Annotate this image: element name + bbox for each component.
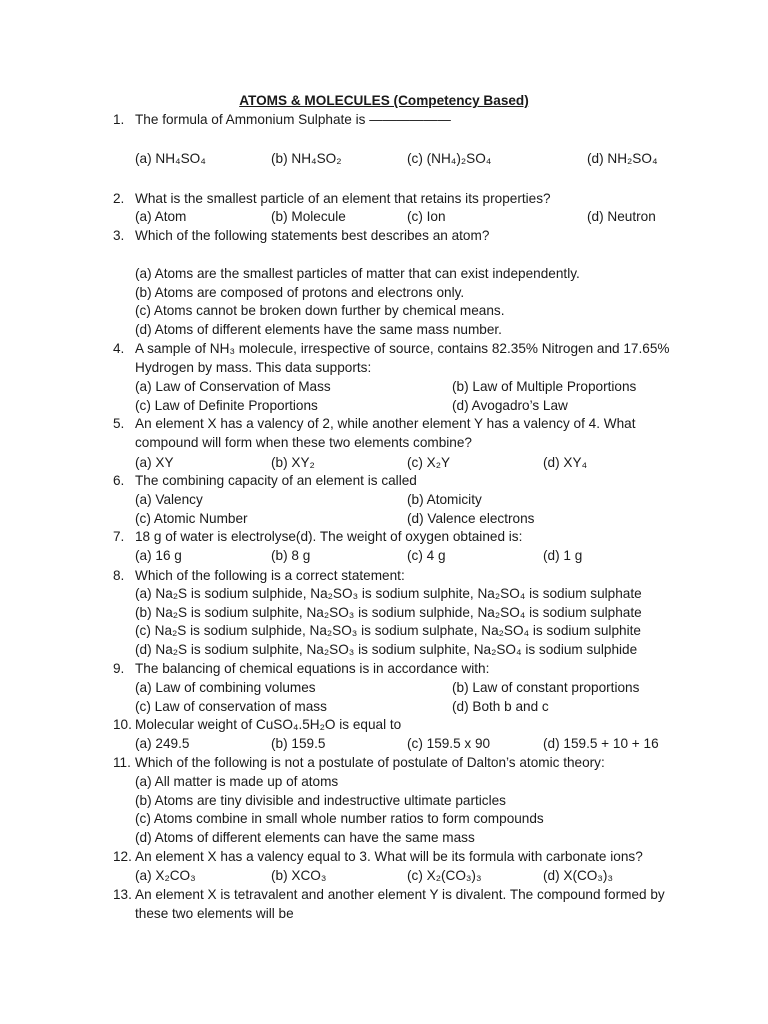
question-11-option-b [0, 792, 768, 811]
option-b: (b) Law of constant proportions [452, 680, 640, 695]
option-b: (b) Na₂S is sodium sulphite, Na₂SO₃ is sodium sulphide, Na₂SO₄ is sodium sulphate [135, 605, 642, 620]
question-3-option-a [0, 265, 768, 284]
question-number: 2. [113, 191, 125, 206]
question-number: 4. [113, 341, 125, 356]
question-text: Molecular weight of CuSO₄.5H₂O is equal to [135, 717, 402, 732]
option-a: (a) Na₂S is sodium sulphide, Na₂SO₃ is sodium sulphite, Na₂SO₄ is sodium sulphate [135, 586, 642, 601]
question-3-option-b [0, 284, 768, 303]
option-d: (d) Both b and c [452, 699, 549, 714]
option-b: (b) Atoms are composed of protons and electrons only. [135, 285, 465, 300]
worksheet-title: ATOMS & MOLECULES (Competency Based) [239, 93, 529, 108]
question-7 [0, 528, 768, 547]
option-b: (b) NH₄SO₂ [271, 151, 342, 166]
option-d: (d) Atoms of different elements can have the same mass [135, 830, 475, 845]
question-number: 7. [113, 529, 125, 544]
option-b: (b) Atoms are tiny divisible and indestructive ultimate particles [135, 793, 506, 808]
question-text: Which of the following statements best describes an atom? [135, 228, 490, 243]
question-number: 12. [113, 849, 132, 864]
question-13 [0, 886, 768, 905]
question-2 [0, 190, 768, 209]
question-3-option-d [0, 321, 768, 340]
question-10 [0, 716, 768, 735]
option-b: (b) 159.5 [271, 736, 326, 751]
question-4-options-ab [0, 378, 768, 397]
option-c: (c) 159.5 x 90 [407, 736, 491, 751]
option-b: (b) XCO₃ [271, 868, 327, 883]
option-b: (b) 8 g [271, 548, 311, 563]
question-text: 18 g of water is electrolyse(d). The weight of oxygen obtained is: [135, 529, 523, 544]
question-number: 10. [113, 717, 132, 732]
option-a: (a) Valency [135, 492, 203, 507]
question-1 [0, 111, 768, 130]
option-c: (c) 4 g [407, 548, 446, 563]
option-a: (a) Law of combining volumes [135, 680, 316, 695]
option-c: (c) Ion [407, 209, 446, 224]
question-11 [0, 754, 768, 773]
question-6 [0, 472, 768, 491]
option-a: (a) 16 g [135, 548, 182, 563]
question-5 [0, 415, 768, 434]
option-a: (a) XY [135, 455, 174, 470]
option-a: (a) 249.5 [135, 736, 190, 751]
question-12 [0, 848, 768, 867]
question-12-options [0, 867, 768, 886]
question-number: 13. [113, 887, 132, 902]
option-c: (c) Atoms cannot be broken down further by chemical means. [135, 303, 505, 318]
question-text: An element X has a valency of 2, while another element Y has a valency of 4. What [135, 416, 636, 431]
question-text: Which of the following is not a postulate of postulate of Dalton’s atomic theory: [135, 755, 605, 770]
option-c: (c) X₂Y [407, 455, 451, 470]
question-4-options-cd [0, 397, 768, 416]
question-text: Hydrogen by mass. This data supports: [135, 360, 372, 375]
option-a: (a) X₂CO₃ [135, 868, 196, 883]
option-d: (d) Valence electrons [407, 511, 535, 526]
question-number: 5. [113, 416, 125, 431]
question-11-option-d [0, 829, 768, 848]
question-11-option-a [0, 773, 768, 792]
question-number: 1. [113, 112, 125, 127]
option-d: (d) Na₂S is sodium sulphite, Na₂SO₃ is sodium sulphite, Na₂SO₄ is sodium sulphide [135, 642, 638, 657]
option-d: (d) Atoms of different elements have the same mass number. [135, 322, 502, 337]
option-d: (d) Avogadro’s Law [452, 398, 568, 413]
question-8-option-d [0, 641, 768, 660]
question-text: An element X has a valency equal to 3. What will be its formula with carbonate ions? [135, 849, 643, 864]
option-b: (b) Atomicity [407, 492, 482, 507]
question-text: What is the smallest particle of an element that retains its properties? [135, 191, 551, 206]
question-8-option-b [0, 604, 768, 623]
option-d: (d) XY₄ [543, 455, 588, 470]
option-b: (b) XY₂ [271, 455, 315, 470]
question-6-options-cd [0, 510, 768, 529]
option-c: (c) Atomic Number [135, 511, 248, 526]
question-text: these two elements will be [135, 906, 294, 921]
option-a: (a) Atoms are the smallest particles of matter that can exist independently. [135, 266, 580, 281]
option-c: (c) (NH₄)₂SO₄ [407, 151, 492, 166]
question-number: 9. [113, 661, 125, 676]
question-1-options [0, 150, 768, 169]
option-b: (b) Law of Multiple Proportions [452, 379, 637, 394]
question-8-option-c [0, 622, 768, 641]
question-number: 11. [113, 755, 131, 770]
question-2-options [0, 208, 768, 227]
option-d: (d) 1 g [543, 548, 583, 563]
question-8-option-a [0, 585, 768, 604]
question-5-options [0, 454, 768, 473]
question-10-options [0, 735, 768, 754]
question-4-line-2 [0, 359, 768, 378]
question-9-options-ab [0, 679, 768, 698]
question-number: 6. [113, 473, 125, 488]
question-7-options [0, 547, 768, 566]
question-text: An element X is tetravalent and another element Y is divalent. The compound formed by [135, 887, 665, 902]
question-3-option-c [0, 302, 768, 321]
option-c: (c) Na₂S is sodium sulphide, Na₂SO₃ is sodium sulphate, Na₂SO₄ is sodium sulphite [135, 623, 641, 638]
option-c: (c) Law of Definite Proportions [135, 398, 318, 413]
question-number: 8. [113, 568, 125, 583]
question-text: The balancing of chemical equations is in accordance with: [135, 661, 490, 676]
option-d: (d) NH₂SO₄ [587, 151, 658, 166]
question-11-option-c [0, 810, 768, 829]
option-c: (c) X₂(CO₃)₃ [407, 868, 482, 883]
question-text: Which of the following is a correct statement: [135, 568, 405, 583]
question-3 [0, 227, 768, 246]
question-8 [0, 567, 768, 586]
option-a: (a) NH₄SO₄ [135, 151, 206, 166]
question-text: A sample of NH₃ molecule, irrespective of source, contains 82.35% Nitrogen and 17.65% [135, 341, 670, 356]
option-d: (d) Neutron [587, 209, 656, 224]
option-c: (c) Atoms combine in small whole number ratios to form compounds [135, 811, 544, 826]
question-9-options-cd [0, 698, 768, 717]
option-a: (a) Law of Conservation of Mass [135, 379, 331, 394]
question-9 [0, 660, 768, 679]
question-4 [0, 340, 768, 359]
question-number: 3. [113, 228, 125, 243]
option-b: (b) Molecule [271, 209, 346, 224]
question-5-line-2 [0, 434, 768, 453]
option-a: (a) All matter is made up of atoms [135, 774, 339, 789]
option-c: (c) Law of conservation of mass [135, 699, 327, 714]
question-6-options-ab [0, 491, 768, 510]
question-13-line-2 [0, 905, 768, 924]
question-text: The formula of Ammonium Sulphate is —————— [135, 112, 451, 127]
question-text: compound will form when these two elements combine? [135, 435, 472, 450]
question-text: The combining capacity of an element is called [135, 473, 417, 488]
option-d: (d) 159.5 + 10 + 16 [543, 736, 659, 751]
option-a: (a) Atom [135, 209, 187, 224]
option-d: (d) X(CO₃)₃ [543, 868, 613, 883]
